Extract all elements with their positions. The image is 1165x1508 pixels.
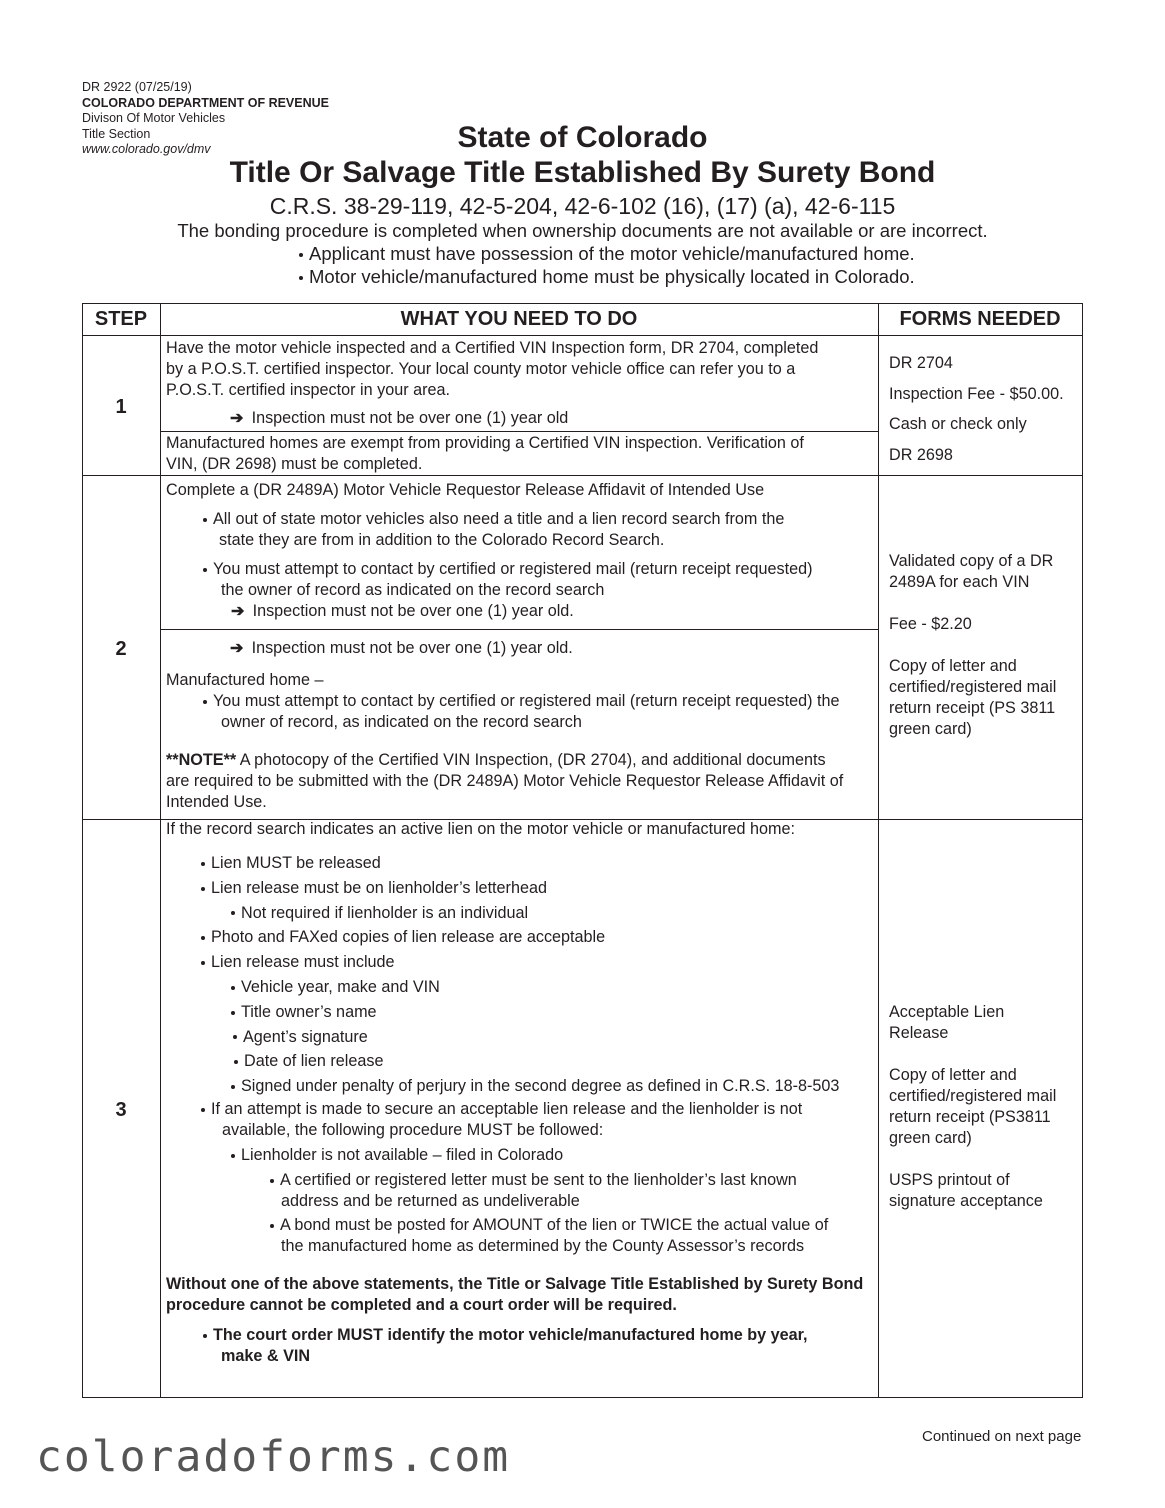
bullet-icon [203, 1334, 207, 1338]
step2-bullet: You must attempt to contact by certified or registered mail (return receipt requested) the owner of record as indicated on the record search ➔ Inspection must not be over one (1) year old. [203, 559, 813, 622]
col-header-step: STEP [94, 308, 148, 330]
step2-forms: Validated copy of a DR 2489A for each VIN Fee - $2.20 Copy of letter and certified/registered mail return receipt (PS 3811 green card) [889, 552, 1057, 738]
arrow-right-icon: ➔ [230, 409, 244, 427]
section-name: Title Section [82, 126, 151, 141]
watermark: coloradoforms.com [36, 1432, 511, 1482]
bullet-icon [299, 276, 303, 280]
bullet-icon [270, 1224, 274, 1228]
bullet-icon [231, 1154, 235, 1158]
arrow-right-icon: ➔ [230, 639, 244, 657]
step2-mh-label: Manufactured home – [166, 671, 324, 689]
step3-bond: A bond must be posted for AMOUNT of the lien or TWICE the actual value of the manufactured home as determined by the County Assessor’s records [270, 1215, 828, 1257]
step2-arrow-note: ➔ Inspection must not be over one (1) year old. [230, 639, 573, 657]
step3-unavailable: If an attempt is made to secure an acceptable lien release and the lienholder is not available, the following procedure MUST be followed: [201, 1099, 802, 1141]
website-link[interactable]: www.colorado.gov/dmv [82, 142, 211, 156]
bullet-icon [233, 1035, 237, 1039]
bullet-icon [201, 1108, 205, 1112]
step-number: 1 [115, 396, 127, 418]
bullet-icon [201, 936, 205, 940]
step3-list: Lien MUST be released Lien release must be on lienholder’s letterhead Not required if lienholder is an individual Photo and FAXed copies of lien release are acceptable Lien release must include Vehicle year, make and VIN Title owner’s name Agent’s signature Date of lien release Signed under penalty of perjury in the second degree as defined in C.R.S. 18-8-503 [201, 851, 839, 1099]
step2-note: **NOTE** A photocopy of the Certified VIN Inspection, (DR 2704), and additional documents are required to be submitted with the (DR 2489A) Motor Vehicle Requestor Release Affidavit of Intended Use. [166, 751, 844, 811]
col-header-what: WHAT YOU NEED TO DO [400, 308, 638, 330]
bullet-icon [201, 862, 205, 866]
bullet-icon [231, 911, 235, 915]
bullet-icon [201, 887, 205, 891]
continued-note: Continued on next page [922, 1428, 1082, 1445]
step-number: 3 [115, 1099, 127, 1121]
step3-court-order: The court order MUST identify the motor vehicle/manufactured home by year, make & VIN [203, 1325, 808, 1367]
bullet-icon [203, 518, 207, 522]
form-id: DR 2922 (07/25/19) [82, 80, 192, 94]
bullet-icon [270, 1179, 274, 1183]
page-title: Title Or Salvage Title Established By Surety Bond [229, 156, 936, 189]
bullet-icon [201, 961, 205, 965]
statute-reference: C.R.S. 38-29-119, 42-5-204, 42-6-102 (16), (17) (a), 42-6-115 [269, 193, 896, 219]
step2-intro: Complete a (DR 2489A) Motor Vehicle Requestor Release Affidavit of Intended Use [166, 481, 765, 499]
department-name: COLORADO DEPARTMENT OF REVENUE [82, 95, 329, 110]
intro-text: The bonding procedure is completed when ownership documents are not available or are incorrect. [177, 220, 988, 241]
step2-mh-bullet: You must attempt to contact by certified or registered mail (return receipt requested) the owner of record, as indicated on the record search [203, 691, 840, 733]
bullet-icon [231, 1085, 235, 1089]
arrow-right-icon: ➔ [231, 602, 245, 620]
step1-forms: DR 2704 Inspection Fee - $50.00. Cash or check only DR 2698 [889, 354, 1064, 464]
step-number: 2 [115, 638, 127, 660]
bullet-icon [299, 253, 303, 257]
division-name: Divison Of Motor Vehicles [82, 111, 226, 125]
col-header-forms: FORMS NEEDED [899, 308, 1061, 330]
bullet-icon [231, 1011, 235, 1015]
step2-bullet: All out of state motor vehicles also need a title and a lien record search from the state they are from in addition to the Colorado Record Search. [203, 509, 784, 551]
step3-intro: If the record search indicates an active lien on the motor vehicle or manufactured home: [166, 820, 795, 838]
bullet-icon [203, 700, 207, 704]
bullet-icon [203, 568, 207, 572]
title-state: State of Colorado [457, 121, 708, 154]
step1-manufactured-homes: Manufactured homes are exempt from providing a Certified VIN inspection. Verification of VIN, (DR 2698) must be completed. [166, 434, 804, 473]
intro-bullet: Applicant must have possession of the motor vehicle/manufactured home. [299, 243, 915, 265]
step3-letter: A certified or registered letter must be sent to the lienholder’s last known address and be returned as undeliverable [270, 1170, 797, 1212]
step3-filed-colorado: Lienholder is not available – filed in Colorado [231, 1145, 563, 1166]
step1-instructions: Have the motor vehicle inspected and a Certified VIN Inspection form, DR 2704, completed by a P.O.S.T. certified inspector. Your local county motor vehicle office can refer you to a P.O.S.T. certified inspector in your area. ➔ Inspection must not be over one (1) year old [166, 339, 819, 427]
intro-bullet: Motor vehicle/manufactured home must be physically located in Colorado. [299, 266, 915, 288]
step3-forms: Acceptable Lien Release Copy of letter and certified/registered mail return receipt (PS3811 green card) USPS printout of signature acceptance [889, 1003, 1057, 1210]
bullet-icon [231, 986, 235, 990]
step3-warning: Without one of the above statements, the Title or Salvage Title Established by Surety Bond procedure cannot be completed and a court order will be required. [166, 1275, 864, 1314]
bullet-icon [234, 1060, 238, 1064]
